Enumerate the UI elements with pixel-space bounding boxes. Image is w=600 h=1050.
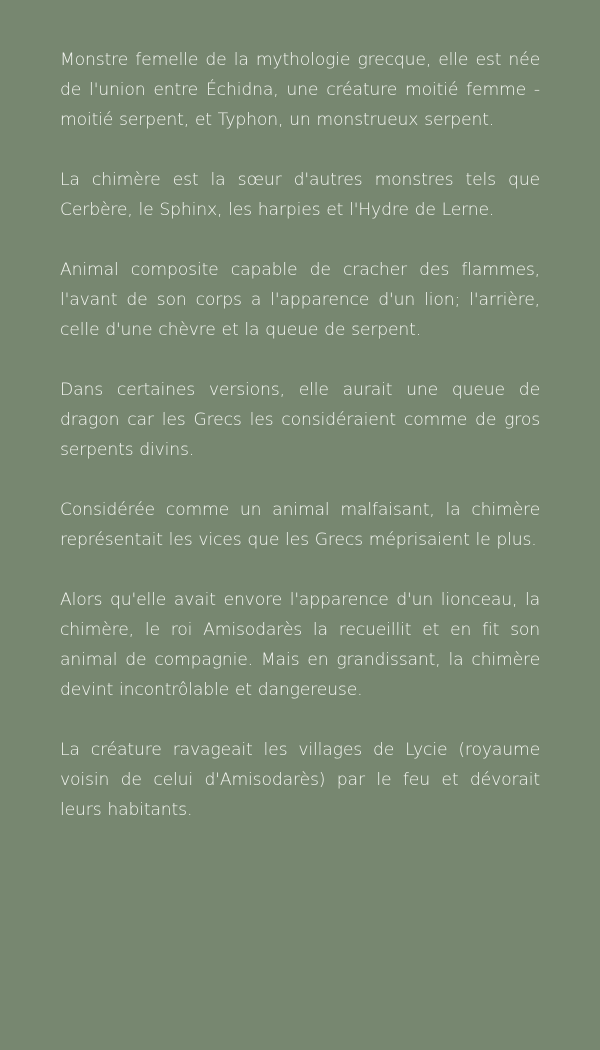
paragraph-origin: Monstre femelle de la mythologie grecque, elle est née de l'union entre Échidna, une créature moitié femme - moitié serpent, et Typhon, un monstrueux serpent. [60,50,540,130]
paragraph-vices: Considérée comme un animal malfaisant, la chimère représentait les vices que les Grecs méprisaient le plus. [60,500,540,550]
paragraph-amisodares: Alors qu'elle avait envore l'apparence d'un lionceau, la chimère, le roi Amisodarès la recueillit et en fit son animal de compagnie. Mais en grandissant, la chimère devint incontrôlable et dangereuse. [60,590,540,700]
paragraph-dragon-tail: Dans certaines versions, elle aurait une queue de dragon car les Grecs les considéraient comme de gros serpents divins. [60,380,540,460]
paragraph-lycia: La créature ravageait les villages de Lycie (royaume voisin de celui d'Amisodarès) par le feu et dévorait leurs habitants. [60,740,540,820]
paragraph-siblings: La chimère est la sœur d'autres monstres tels que Cerbère, le Sphinx, les harpies et l'Hydre de Lerne. [60,170,540,220]
paragraph-appearance: Animal composite capable de cracher des flammes, l'avant de son corps a l'apparence d'un lion; l'arrière, celle d'une chèvre et la queue de serpent. [60,260,540,340]
